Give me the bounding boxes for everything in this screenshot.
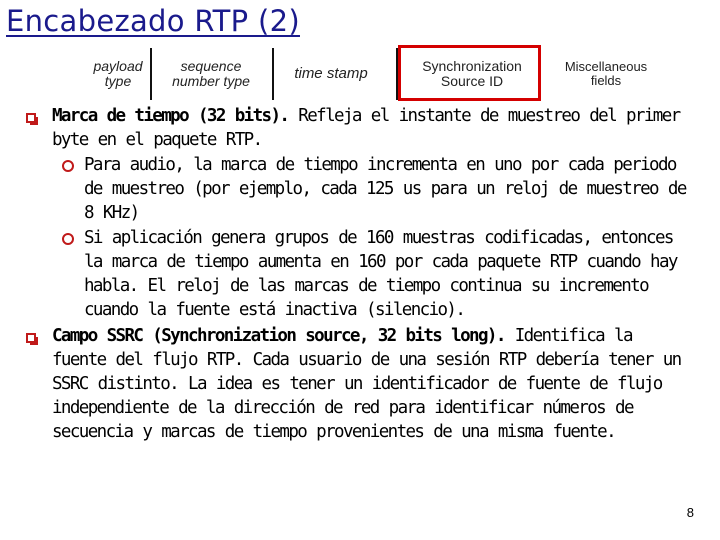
field-sequence-number: sequence number type <box>172 58 250 89</box>
field-separator <box>272 48 274 100</box>
subbullet-audio: Para audio, la marca de tiempo incrementa en uno por cada periodo de muestreo (por ejemplo, cada 125 us para un reloj de muestreo de 8 KHz) <box>84 155 686 223</box>
page-number: 8 <box>686 505 694 520</box>
bullet-timestamp <box>52 104 692 152</box>
bullet-ssrc-text: Identifica la fuente del flujo RTP. Cada usuario de una sesión RTP debería tener un SSRC distinto. La idea es tener un identificador de fuente de flujo independiente de la dirección de red para identificar números de secuencia y marcas de tiempo provenientes de una misma fuente. <box>52 326 681 442</box>
square-bullet-icon <box>26 333 36 343</box>
bullet-ssrc-bold: Campo SSRC (Synchronization source, 32 bits long). <box>52 326 505 346</box>
circle-bullet-icon <box>62 233 74 245</box>
slide-title: Encabezado RTP (2) <box>6 4 300 38</box>
bullet-timestamp-bold: Marca de tiempo (32 bits). <box>52 106 289 126</box>
ssrc-highlight-box <box>398 45 541 101</box>
bullet-timestamp-text: Refleja el instante de muestreo del primer byte en el paquete RTP. <box>52 106 680 150</box>
subbullet-160-samples: Si aplicación genera grupos de 160 muestras codificadas, entonces la marca de tiempo aumenta en 160 por cada paquete RTP cuando hay habla. El reloj de las marcas de tiempo continua su incremento cuando la fuente está inactiva (silencio). <box>84 228 677 320</box>
field-separator <box>150 48 152 100</box>
circle-bullet-icon <box>62 160 74 172</box>
field-ssrc: Synchronization Source ID <box>422 58 522 89</box>
field-payload-type: payload type <box>93 58 143 89</box>
square-bullet-icon <box>26 113 36 123</box>
field-miscellaneous: Miscellaneous fields <box>564 59 648 88</box>
field-time-stamp: time stamp <box>294 65 368 83</box>
bullet-ssrc <box>52 324 692 444</box>
